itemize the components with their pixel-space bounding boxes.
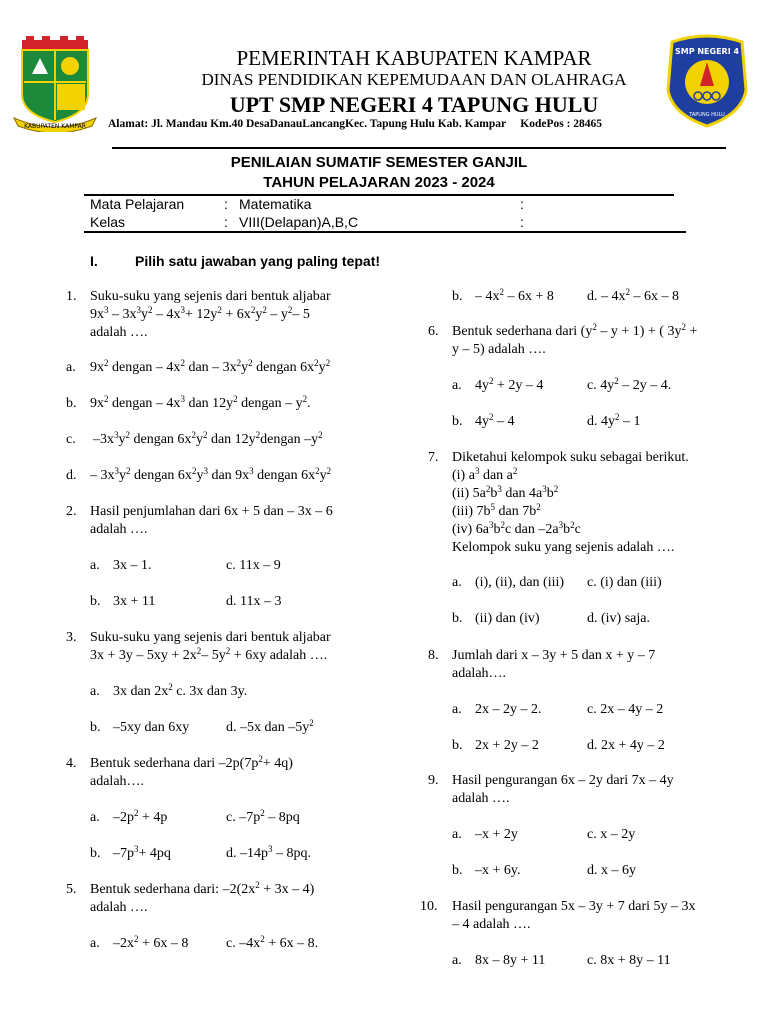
question-1-text: $9x^3 - 3x^3y^2 - 4x^3+ 12y^2 + 6x^2y^2 - y^2-$ 5 <box>90 305 310 322</box>
class-end-colon: : <box>520 214 524 230</box>
question-9-option-b: –x + 6y. <box>475 863 521 878</box>
question-2-text: Hasil penjumlahan dari 6x + 5 dan – 3x – 6 <box>90 504 333 519</box>
question-7-option-c: c. (i) dan (iii) <box>587 575 662 590</box>
logo-right-sub: TAPUNG HULU <box>689 112 725 118</box>
question-5-option-a: $-2x^2 + 6x - 8$ <box>113 934 189 951</box>
question-4-option-c: c. $-7p^2 - 8pq$ <box>226 808 300 825</box>
question-7-option-b-label: b. <box>452 611 463 626</box>
question-9-option-b-label: b. <box>452 863 463 878</box>
question-1-number: 1. <box>66 289 77 304</box>
question-3-option-a-label: a. <box>90 684 100 699</box>
question-7-text: (i) $a^3$ dan $a^2$ <box>452 466 518 483</box>
question-5-option-a-label: a. <box>90 936 100 951</box>
question-1-text: adalah …. <box>90 325 148 340</box>
question-7-text: Diketahui kelompok suku sebagai berikut. <box>452 450 689 465</box>
question-2-option-c: c. 11x – 9 <box>226 558 281 573</box>
question-6-text: Bentuk sederhana dari $(y^2 - y + 1)$ + ( $3y^2$ + <box>452 322 698 339</box>
question-7-option-b: (ii) dan (iv) <box>475 611 540 626</box>
question-10-option-a: 8x – 8y + 11 <box>475 953 546 968</box>
question-10-text: Hasil pengurangan 5x – 3y + 7 dari 5y – 3x <box>452 899 696 914</box>
question-1-option-label: b. <box>66 396 77 411</box>
question-1-option-label: d. <box>66 468 77 483</box>
class-value: VIII(Delapan)A,B,C <box>239 214 359 230</box>
question-2-option-a: 3x – 1. <box>113 558 152 573</box>
question-5-option-d: d. – $4x^2 - 6x - 8$ <box>587 287 679 304</box>
question-4-text: Bentuk sederhana dari $-2p(7p^2+ 4q)$ <box>90 754 293 771</box>
question-4-option-a-label: a. <box>90 810 100 825</box>
question-2-option-a-label: a. <box>90 558 100 573</box>
question-3-text: $3x + 3y - 5xy + 2x^2-$ $5y^2 + 6xy$ adalah …. <box>90 646 328 663</box>
class-colon: : <box>224 214 228 230</box>
question-5-option-b-label: b. <box>452 289 463 304</box>
question-1-option-label: a. <box>66 360 76 375</box>
question-3-option-b: –5xy dan 6xy <box>113 720 190 735</box>
exam-year: TAHUN PELAJARAN 2023 - 2024 <box>263 174 495 191</box>
question-10-option-c: c. 8x + 8y – 11 <box>587 953 671 968</box>
question-2-number: 2. <box>66 504 77 519</box>
question-7-option-a-label: a. <box>452 575 462 590</box>
question-7-option-d: d. (iv) saja. <box>587 611 650 626</box>
question-9-number: 9. <box>428 773 439 788</box>
department-name: DINAS PENDIDIKAN KEPEMUDAAN DAN OLAHRAGA <box>201 70 627 89</box>
question-5-text: adalah …. <box>90 900 148 915</box>
question-6-option-a-label: a. <box>452 378 462 393</box>
question-4-option-a: $-2p^2 + 4p$ <box>113 808 168 825</box>
question-3-option-a: 3x dan $2x^2$ c. 3x dan 3y. <box>113 682 248 699</box>
question-7-text: (iv) $6a^3b^2c$ dan $-2a^3b^2c$ <box>452 520 581 537</box>
question-6-option-c: c. $4y^2 - 2y - 4$. <box>587 376 672 393</box>
question-1-option: – $3x^3y^2$ dengan $6x^2y^3$ dan $9x^3$ dengan $6x^2y^2$ <box>90 466 332 483</box>
question-5-option-c: c. $-4x^2 + 6x - 8$. <box>226 934 319 951</box>
question-8-text: Jumlah dari x – 3y + 5 dan x + y – 7 <box>452 648 656 663</box>
question-2-option-b-label: b. <box>90 594 101 609</box>
question-8-text: adalah…. <box>452 666 507 681</box>
question-7-option-a: (i), (ii), dan (iii) <box>475 575 565 590</box>
question-1-text: Suku-suku yang sejenis dari bentuk aljabar <box>90 289 331 304</box>
question-8-option-d: d. 2x + 4y – 2 <box>587 738 665 753</box>
subject-value: Matematika <box>239 196 312 212</box>
subject-colon: : <box>224 196 228 212</box>
question-6-text: y – 5) adalah …. <box>452 342 546 357</box>
question-8-option-b-label: b. <box>452 738 463 753</box>
logo-left-text: KABUPATEN KAMPAR <box>24 123 86 130</box>
question-9-text: adalah …. <box>452 791 510 806</box>
question-5-text: Bentuk sederhana dari: $-2(2x^2 + 3x - 4)$ <box>90 880 315 897</box>
question-5-option-b: – $4x^2 - 6x + 8$ <box>475 287 554 304</box>
subject-end-colon: : <box>520 196 524 212</box>
school-address: Alamat: Jl. Mandau Km.40 DesaDanauLancangKec. Tapung Hulu Kab. Kampar KodePos : 28465 <box>108 118 603 130</box>
question-2-text: adalah …. <box>90 522 148 537</box>
section-numeral: I. <box>90 253 98 269</box>
question-6-number: 6. <box>428 324 439 339</box>
question-3-option-b-label: b. <box>90 720 101 735</box>
question-7-text: Kelompok suku yang sejenis adalah …. <box>452 540 675 555</box>
subject-label: Mata Pelajaran <box>90 196 185 212</box>
question-10-number: 10. <box>420 899 438 914</box>
question-6-option-b-label: b. <box>452 414 463 429</box>
question-2-option-b: 3x + 11 <box>113 594 156 609</box>
question-4-number: 4. <box>66 756 77 771</box>
school-name: UPT SMP NEGERI 4 TAPUNG HULU <box>229 92 599 117</box>
question-9-option-a: –x + 2y <box>475 827 518 842</box>
question-3-text: Suku-suku yang sejenis dari bentuk aljabar <box>90 630 331 645</box>
question-6-option-d: d. $4y^2 - 1$ <box>587 412 641 429</box>
logo-right-text: SMP NEGERI 4 <box>674 47 740 56</box>
question-9-text: Hasil pengurangan 6x – 2y dari 7x – 4y <box>452 773 674 788</box>
question-4-option-b-label: b. <box>90 846 101 861</box>
section-instruction: Pilih satu jawaban yang paling tepat! <box>135 253 381 269</box>
question-4-option-b: $-7p^3+ 4pq$ <box>113 844 171 861</box>
class-label: Kelas <box>90 214 126 230</box>
question-1-option: $9x^2$ dengan – $4x^3$ dan $12y^2$ dengan – $y^2$. <box>90 394 311 411</box>
question-4-option-d: d. $-14p^3 - 8pq$. <box>226 844 311 861</box>
info-bottom-rule <box>84 231 686 233</box>
question-8-option-a-label: a. <box>452 702 462 717</box>
government-name: PEMERINTAH KABUPATEN KAMPAR <box>236 46 592 70</box>
question-8-option-b: 2x + 2y – 2 <box>475 738 539 753</box>
question-1-option-label: c. <box>66 432 76 447</box>
question-7-number: 7. <box>428 450 439 465</box>
question-6-option-b: $4y^2 - 4$ <box>475 412 515 429</box>
question-7-text: (ii) $5a^2b^3$ dan $4a^3b^2$ <box>452 484 559 501</box>
exam-title: PENILAIAN SUMATIF SEMESTER GANJIL <box>230 154 528 171</box>
question-5-number: 5. <box>66 882 77 897</box>
question-10-text: – 4 adalah …. <box>452 917 531 932</box>
question-3-number: 3. <box>66 630 77 645</box>
question-9-option-d: d. x – 6y <box>587 863 636 878</box>
question-1-option: $-3x^3y^2$ dengan $6x^2y^2$ dan $12y^2dengan$ $-y^2$ <box>93 430 323 447</box>
letterhead-divider <box>112 147 726 149</box>
question-7-text: (iii) $7b^5$ dan $7b^2$ <box>452 502 541 519</box>
question-8-option-c: c. 2x – 4y – 2 <box>587 702 664 717</box>
question-9-option-a-label: a. <box>452 827 462 842</box>
question-8-option-a: 2x – 2y – 2. <box>475 702 542 717</box>
question-9-option-c: c. x – 2y <box>587 827 636 842</box>
question-3-option-d: d. –5x dan $-5y^2$ <box>226 718 314 735</box>
question-4-text: adalah…. <box>90 774 145 789</box>
question-1-option: $9x^2$ dengan – $4x^2$ dan – $3x^2y^2$ dengan $6x^2y^2$ <box>90 358 331 375</box>
question-8-number: 8. <box>428 648 439 663</box>
question-6-option-a: $4y^2 + 2y - 4$ <box>475 376 544 393</box>
question-10-option-a-label: a. <box>452 953 462 968</box>
question-2-option-d: d. 11x – 3 <box>226 594 282 609</box>
